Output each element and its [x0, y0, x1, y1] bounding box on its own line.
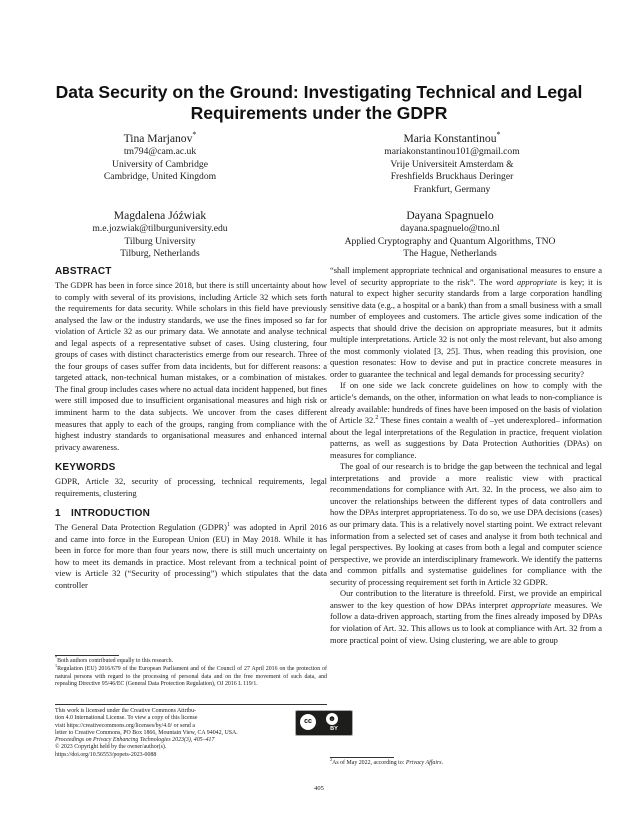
introduction-heading: [55, 507, 327, 520]
body-paragraph: “shall implement appropriate technical and organisational measures to ensure a level of security appropriate to the risk”. The word appropriate is key; it is natural to expect higher security standards from a large corporation handling sensitive data (e.g., a hospital or a bank) than from a small business with a small number of employees and customers. The article gives some indication of the aspects that should drive the decision on appropriate measures, but it admits multiple interpretations. Article 32 is not only the most relevant, but also among the most commonly violated [3, 25]. Thus, when reading this provision, one question resonates: How to devise and put in practice concrete measures in order to guarantee the technical and legal demands for processing security?: [330, 265, 602, 379]
footnote-rule: [55, 655, 119, 656]
author-affiliation: Tilburg University: [124, 235, 196, 247]
page-number: 405: [314, 785, 324, 792]
cc-icon: cc: [300, 714, 316, 730]
body-paragraph: Our contribution to the literature is threefold. First, we provide an empirical answer to the key question of how DPAs interpret appropriate measures. We follow a data-driven approach, starting from the fines already imposed by DPAs for violation of Art. 32. This allows us to look at compliance with Art. 32 from a more practical point of view. Using clustering, we are able to group: [330, 588, 602, 645]
footnote: *Both authors contributed equally to this research.: [55, 655, 174, 664]
license-block: [55, 704, 338, 767]
author-email[interactable]: dayana.spagnuelo@tno.nl: [400, 223, 500, 234]
author-location: Cambridge, United Kingdom: [103, 171, 217, 182]
left-column: [55, 265, 327, 592]
author-email[interactable]: tm794@cam.ac.uk: [123, 146, 197, 157]
author-block-2: [352, 132, 552, 196]
author-name: Maria Konstantinou*: [403, 130, 501, 145]
author-name: Magdalena Jóźwiak: [113, 209, 207, 222]
author-block-1: [62, 132, 258, 184]
author-name: Dayana Spagnuelo: [406, 209, 494, 222]
author-location: The Hague, Netherlands: [403, 248, 497, 259]
footnote-rule: [330, 757, 394, 758]
body-paragraph: The goal of our research is to bridge the gap between the technical and legal interpretations and provide a more realistic view with practical recommendations for compliance with Art. 32. In the process, we also aim to uncover the relationships between the different types of data controllers and how the DPAs interpret appropriateness. To do so, we use DPA decisions (cases) as our primary data. This is a relatively novel starting point. We extract relevant information from a selected set of cases and analyse it from both technical and legal perspectives. By looking at cases from both a legal and computer science perspective, we provide an interdisciplinary framework. We identify the patterns and common pitfalls and systematise guidelines for compliance with the security of processing requirement set forth in Article 32 GDPR.: [330, 461, 602, 587]
paper-title: Data Security on the Ground: Investigating Technical and Legal Requirements under the GDPR: [55, 82, 583, 123]
keywords-text: GDPR, Article 32, security of processing, technical requirements, legal requirements, clustering: [55, 476, 327, 498]
author-block-3: [62, 209, 258, 261]
author-email[interactable]: m.e.jozwiak@tilburguniversity.edu: [92, 223, 228, 234]
author-location: Tilburg, Netherlands: [120, 248, 200, 259]
author-affiliation: Freshfields Bruckhaus Deringer: [390, 171, 514, 182]
cc-by-badge[interactable]: [295, 710, 353, 736]
privacy-affairs-link[interactable]: Privacy Affairs: [405, 760, 442, 766]
footnote: $^2$As of May 2022, according to: Privacy Affairs.: [330, 757, 444, 766]
journal-name: Proceedings on Privacy Enhancing Technologies 2023(3), 405–417: [55, 737, 215, 743]
keywords-heading: KEYWORDS: [55, 462, 116, 474]
author-affiliation: University of Cambridge: [112, 158, 208, 170]
section-title: INTRODUCTION: [71, 508, 151, 520]
author-name: Tina Marjanov*: [123, 130, 197, 145]
abstract-heading: ABSTRACT: [55, 266, 112, 277]
right-column: [330, 265, 602, 646]
footnotes-left: [55, 655, 327, 690]
author-affiliation: Applied Cryptography and Quantum Algorithms, TNO: [344, 235, 556, 247]
publication-info: [55, 737, 327, 759]
author-email[interactable]: mariakonstantinou101@gmail.com: [384, 146, 520, 157]
author-affiliation: Vrije Universiteit Amsterdam &: [390, 158, 514, 170]
copyright: © 2023 Copyright held by the owner/author(s).: [55, 744, 167, 751]
by-label: BY: [330, 726, 338, 732]
footnote-ref[interactable]: 1: [227, 522, 230, 529]
person-icon: ☻: [327, 714, 337, 723]
body-paragraph: If on one side we lack concrete guidelines on how to comply with the article’s demands, on the other, information on what leads to non-compliance is already available: hundreds of fines have been imposed on the basis of violation of Article 32.$^2$ These fines contain a wealth of –yet underexplored– information about the legal interpretations of the Regulation in practice, frequent violation patterns, as well as suggestions by Data Protection Authorities (DPAs) on measures for compliance.: [330, 380, 602, 460]
abstract-text: The GDPR has been in force since 2018, but there is still uncertainty about how to comply with several of its provisions, including Article 32 which sets forth the requirements for data security. While scholars in this field have previously analysed the law or the industry standards, we use the fines imposed so far for violation of Article 32 as our primary data. We annotate and analyse technical and legal aspects of a representative subset of cases. Using clustering, four groups of cases with distinct characteristics emerge from our research. Three of the four groups of cases suffer from data incidents, but for different reasons: a targeted attack, non-technical human mistakes, or a combination of mistakes. The final group includes cases where no actual data incident happened, but fines were still imposed due to insufficient organisational measures and high risk or imminent harm to the data subjects. We uncover from the cases different measures that apply to each of the groups, ranging from compliance with the highest industry standards to organisational measures and enhanced internal privacy awareness.: [55, 280, 327, 452]
introduction-paragraph: The General Data Protection Regulation (GDPR)$^1$ was adopted in April 2016 and came into force in the European Union (EU) in May 2018. While it has been in force for more than four years now, there is still much uncertainty on how to meet its demands in practice. Most relevant from a technical point of view is Article 32 (“Security of processing”) which stipulates that the data controller: [55, 522, 327, 591]
license-link[interactable]: visit https://creativecommons.org/licenses/by/4.0/ or send a: [55, 722, 195, 729]
license-text: This work is licensed under the Creative Commons Attribu- tion 4.0 International License. To view a copy of this license visit https://creativecommons.org/licenses/by/4.0/ or send a letter to Creative Commons, PO Box 1866, Mountain View, CA 94042, USA.: [55, 708, 238, 736]
author-location: Frankfurt, Germany: [413, 183, 491, 195]
author-block-4: [300, 209, 600, 261]
section-number: 1: [55, 508, 61, 520]
footnote-ref[interactable]: 2: [375, 415, 379, 422]
footnote: $^1$Regulation (EU) 2016/679 of the European Parliament and of the Council of 27 April 2016 on the protection of natural persons with regard to the processing of personal data and on the free movement of such data, and repealing Directive 95/46/EC (General Data Protection Regulation), OJ 2016 L 119/1.: [55, 663, 327, 688]
doi-link[interactable]: https://doi.org/10.56553/popets-2023-0088: [55, 751, 157, 758]
